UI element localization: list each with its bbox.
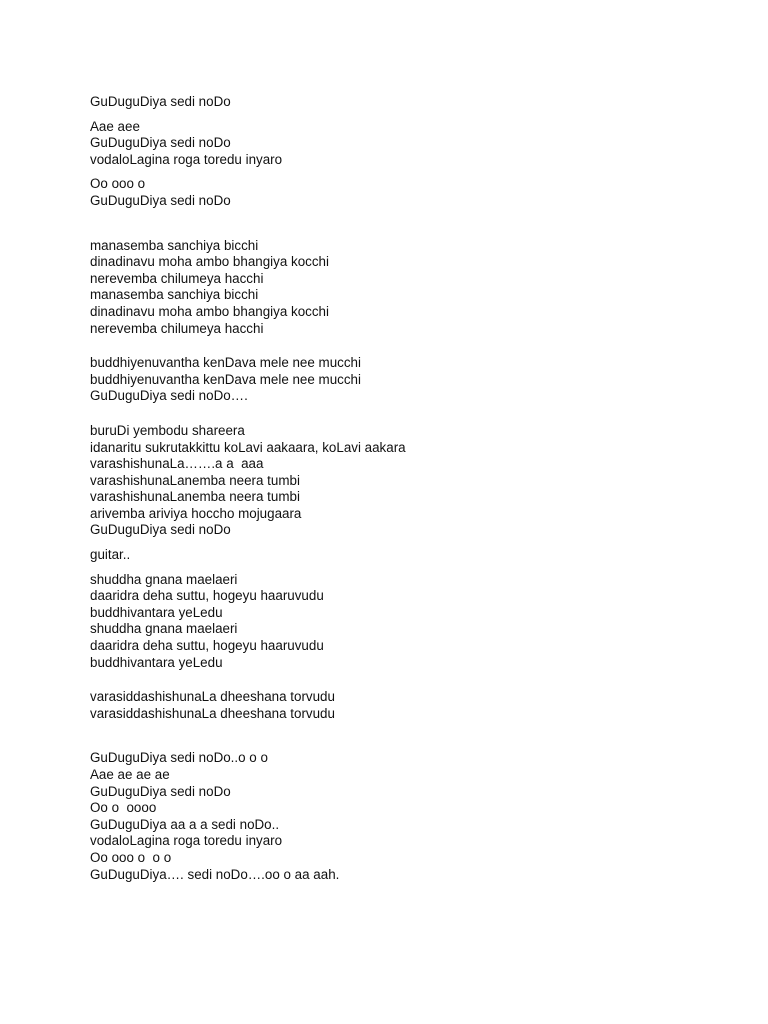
text-line: GuDuguDiya sedi noDo — [90, 522, 231, 538]
text-line: idanaritu sukrutakkittu koLavi aakaara, koLavi aakara — [90, 439, 406, 455]
text-line: buddhivantara yeLedu — [90, 654, 223, 670]
text-line: Aae aee — [90, 118, 140, 134]
text-line: vodaloLagina roga toredu inyaro — [90, 833, 283, 849]
text-line: dinadinavu moha ambo bhangiya kocchi — [90, 254, 329, 270]
title-line: GuDuguDiya sedi noDo — [90, 94, 231, 109]
text-line: buddhiyenuvantha kenDava mele nee mucchi — [90, 371, 361, 387]
text-line: manasemba sanchiya bicchi — [90, 287, 259, 303]
text-line: buruDi yembodu shareera — [90, 422, 245, 438]
text-line: varashishunaLanemba neera tumbi — [90, 472, 300, 488]
text-line: GuDuguDiya sedi noDo — [90, 783, 231, 799]
text-line: shuddha gnana maelaeri — [90, 571, 238, 587]
text-line: Oo o oooo — [90, 800, 157, 816]
text-line: GuDuguDiya sedi noDo..o o o — [90, 750, 268, 766]
text-line: Oo ooo o — [90, 176, 146, 192]
text-line: Oo ooo o o o — [90, 849, 172, 865]
text-line: GuDuguDiya sedi noDo — [90, 192, 231, 208]
text-line: varasiddashishunaLa dheeshana torvudu — [90, 705, 335, 721]
text-line: buddhivantara yeLedu — [90, 604, 223, 620]
text-line: nerevemba chilumeya hacchi — [90, 320, 264, 336]
text-line: daaridra deha suttu, hogeyu haaruvudu — [90, 638, 324, 654]
text-line: manasemba sanchiya bicchi — [90, 237, 259, 253]
text-line: daaridra deha suttu, hogeyu haaruvudu — [90, 588, 324, 604]
text-line: GuDuguDiya sedi noDo…. — [90, 388, 248, 404]
text-line: guitar.. — [90, 547, 131, 563]
text-line: Aae ae ae ae — [90, 767, 170, 782]
text-line: nerevemba chilumeya hacchi — [90, 270, 264, 286]
text-line: GuDuguDiya…. sedi noDo….oo o aa aah. — [90, 866, 340, 882]
text-line: shuddha gnana maelaeri — [90, 621, 238, 637]
text-line: vodaloLagina roga toredu inyaro — [90, 151, 283, 167]
text-line: buddhiyenuvantha kenDava mele nee mucchi — [90, 355, 361, 371]
lyrics-text — [90, 94, 730, 883]
text-line: varashishunaLanemba neera tumbi — [90, 489, 300, 505]
text-line: dinadinavu moha ambo bhangiya kocchi — [90, 303, 329, 319]
text-line: arivemba ariviya hoccho mojugaara — [90, 505, 302, 521]
text-line: GuDuguDiya sedi noDo — [90, 135, 231, 151]
text-line: GuDuguDiya aa a a sedi noDo.. — [90, 816, 280, 832]
text-line: varasiddashishunaLa dheeshana torvudu — [90, 689, 335, 705]
text-line: varashishunaLa…….a a aaa — [90, 456, 264, 472]
